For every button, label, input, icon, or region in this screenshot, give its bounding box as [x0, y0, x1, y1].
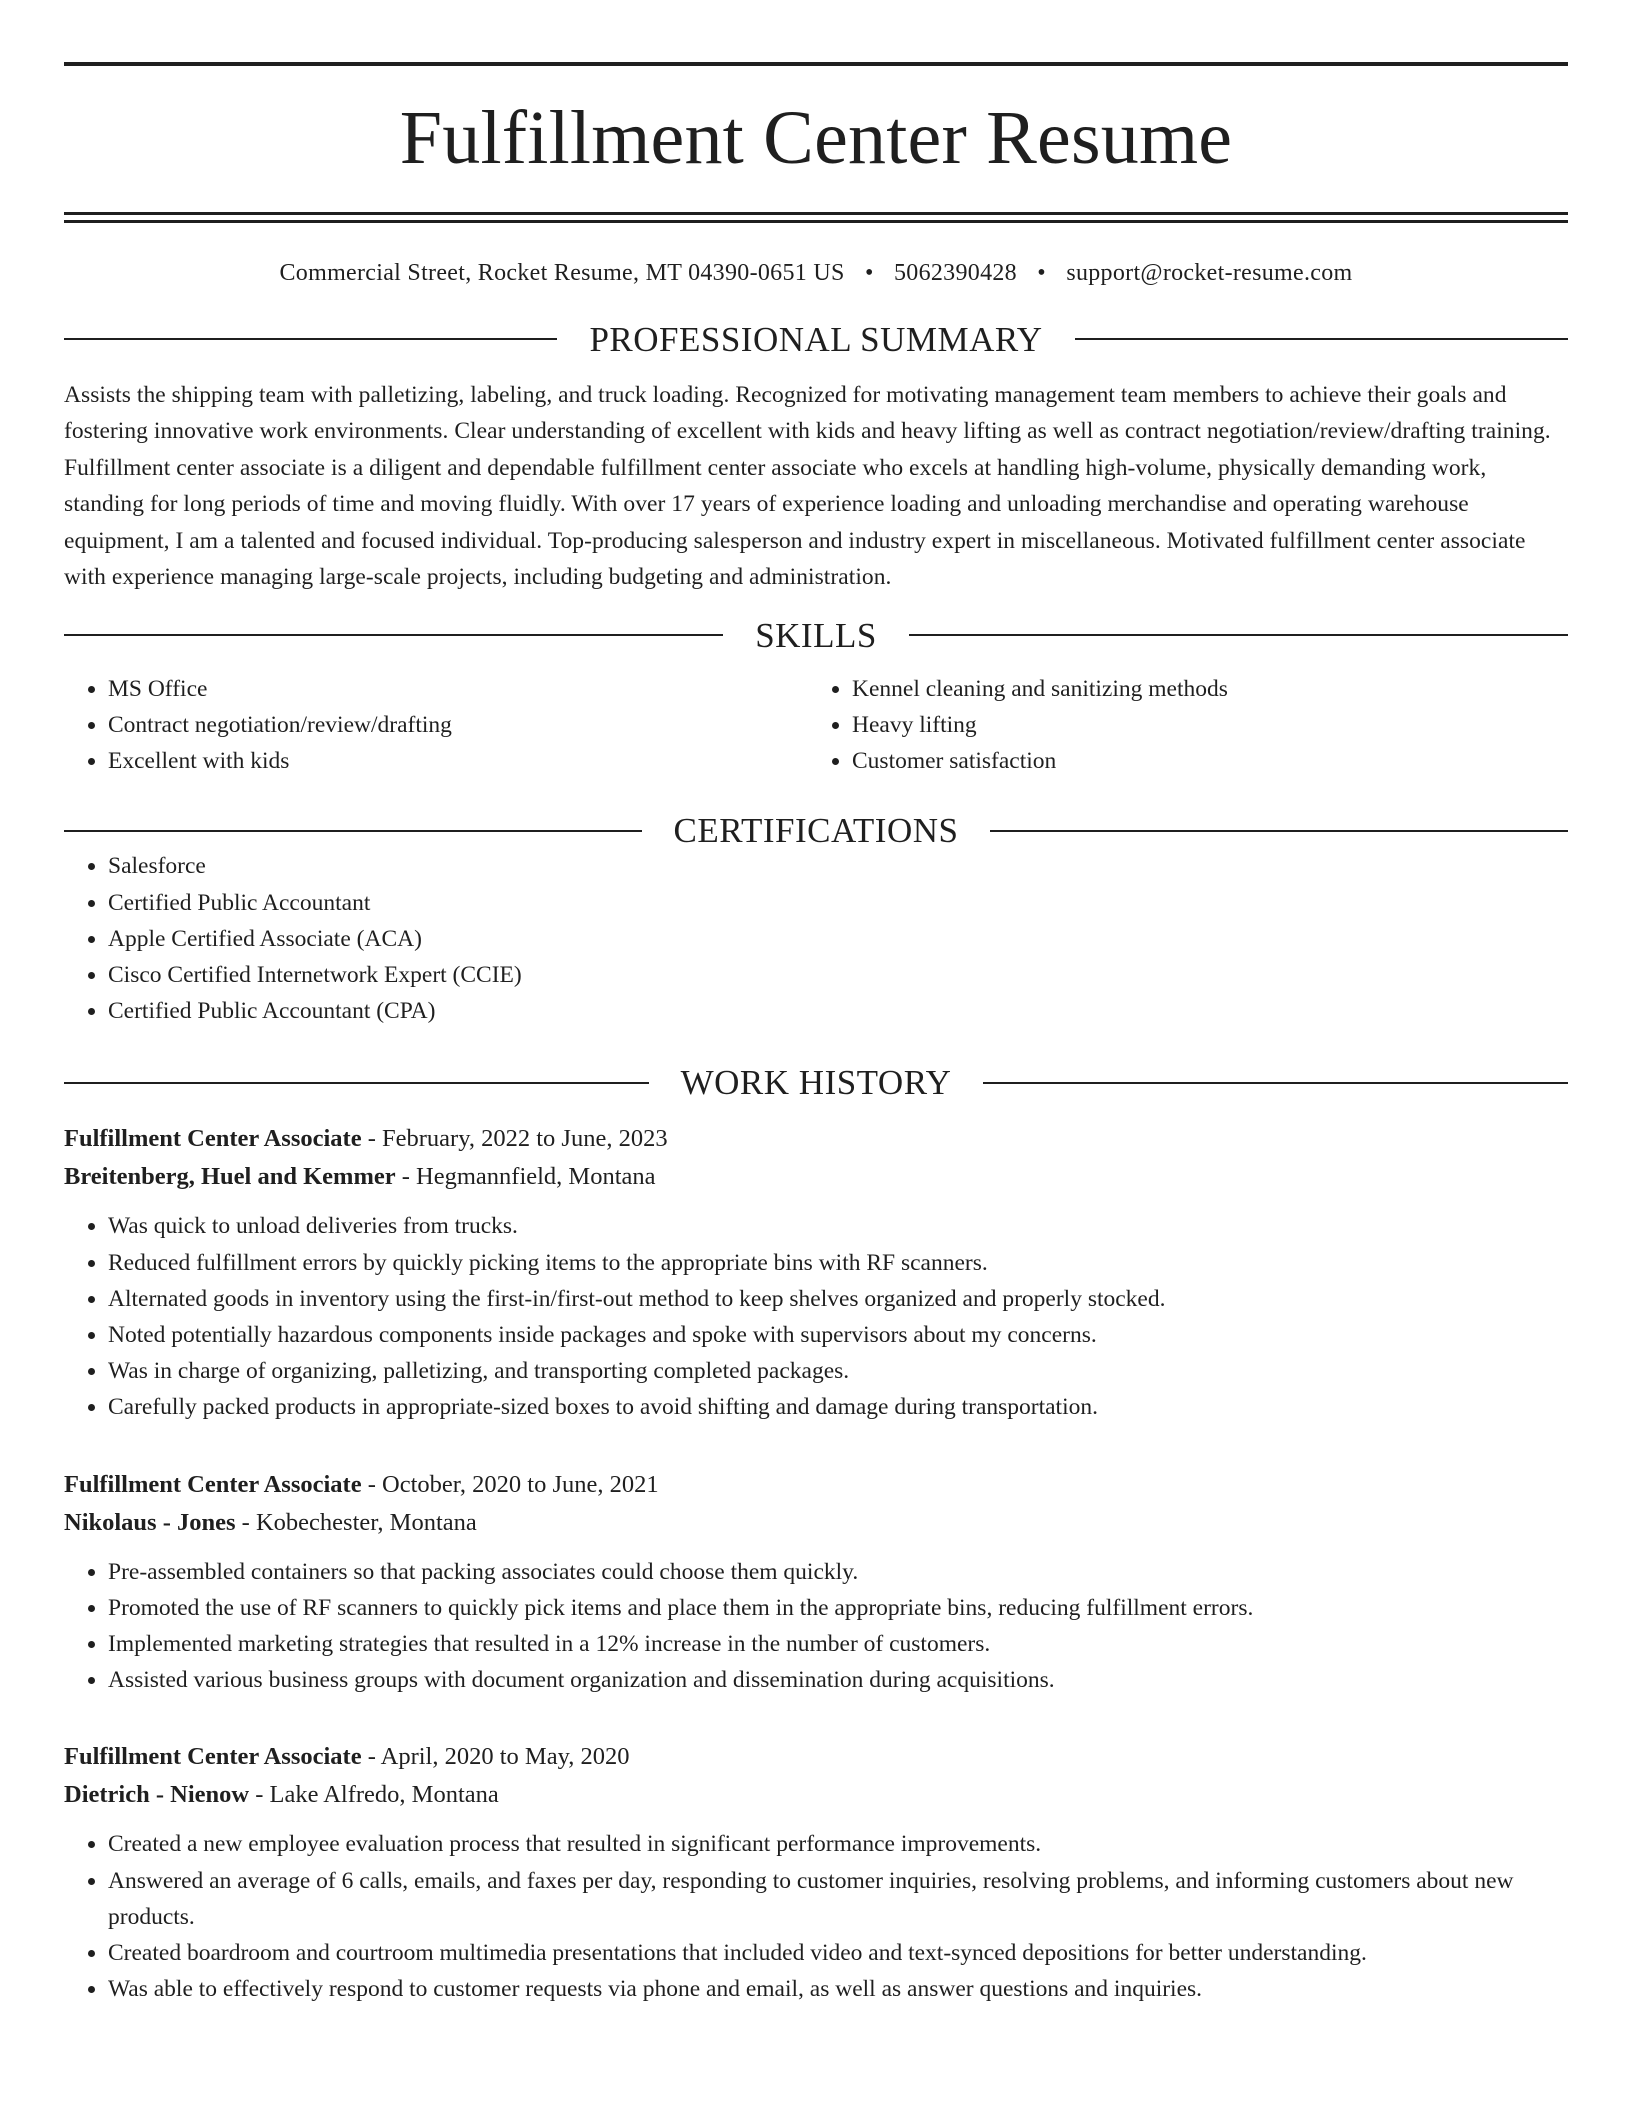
work-heading: WORK HISTORY — [680, 1063, 952, 1103]
job-dates: February, 2022 to June, 2023 — [382, 1125, 668, 1153]
job-duty: • Promoted the use of RF scanners to quickly pick items and place them in the appropriate bins, reducing fulfillment errors. — [108, 1590, 1568, 1626]
job-duty: • Implemented marketing strategies that resulted in a 12% increase in the number of customers. — [108, 1626, 1568, 1662]
job-title-line: Fulfillment Center Associate - October, 2020 to June, 2021 — [64, 1470, 659, 1498]
skills-columns — [64, 671, 1568, 780]
job-title: Fulfillment Center Associate — [64, 1743, 362, 1771]
resume-title: Fulfillment Center Resume — [399, 96, 1233, 180]
summary-text: Assists the shipping team with palletizing, labeling, and truck loading. Recognized for motivating management team members to achieve their goals and fostering innovative work environments. Clear understanding of excellent with kids and heavy lifting as well as contract negotiation/review/drafting training. Fulfillment center associate is a diligent and dependable fulfillment center associate who excels at handling high-volume, physically demanding work, standing for long periods of time and moving fluidly. With over 17 years of experience loading and unloading merchandise and operating warehouse equipment, I am a talented and focused individual. Top-producing salesperson and industry expert in miscellaneous. Motivated fulfillment center associate with experience managing large-scale projects, including budgeting and administration. — [64, 381, 1551, 591]
heading-rule — [64, 338, 557, 340]
certifications-list — [64, 848, 1568, 1029]
contact-email: support@rocket-resume.com — [1066, 260, 1353, 286]
skills-left-list — [64, 671, 808, 780]
job-duties-list — [64, 1826, 1568, 2007]
skill-item: • Heavy lifting — [852, 707, 1552, 743]
heading-rule — [64, 634, 723, 636]
title-double-rule — [64, 212, 1568, 223]
job-duty: • Alternated goods in inventory using the first-in/first-out method to keep shelves organized and properly stocked. — [108, 1281, 1568, 1317]
job-company: Breitenberg, Huel and Kemmer — [64, 1163, 396, 1191]
job-title: Fulfillment Center Associate — [64, 1125, 362, 1153]
job-duty: • Noted potentially hazardous components inside packages and spoke with supervisors about my concerns. — [108, 1317, 1568, 1353]
skills-right-list — [808, 671, 1552, 780]
job-entry — [64, 1466, 1568, 1699]
skill-item: • Kennel cleaning and sanitizing methods — [852, 671, 1552, 707]
job-company: Nikolaus - Jones — [64, 1508, 236, 1536]
job-location: Lake Alfredo, Montana — [269, 1781, 499, 1809]
job-duty: • Was in charge of organizing, palletizing, and transporting completed packages. — [108, 1353, 1568, 1389]
certification-item: • Cisco Certified Internetwork Expert (CCIE) — [108, 957, 1568, 993]
contact-phone: 5062390428 — [893, 260, 1017, 286]
job-duty: • Pre-assembled containers so that packing associates could choose them quickly. — [108, 1554, 1568, 1590]
heading-rule — [990, 830, 1568, 832]
certification-item: • Apple Certified Associate (ACA) — [108, 921, 1568, 957]
job-title-line: Fulfillment Center Associate - February, 2022 to June, 2023 — [64, 1125, 668, 1153]
job-company-line: Breitenberg, Huel and Kemmer - Hegmannfield, Montana — [64, 1163, 656, 1191]
job-title-line: Fulfillment Center Associate - April, 2020 to May, 2020 — [64, 1743, 630, 1771]
skills-right-column — [808, 671, 1552, 780]
job-location: Kobechester, Montana — [255, 1508, 477, 1536]
skill-item: • Customer satisfaction — [852, 743, 1552, 779]
job-dates: April, 2020 to May, 2020 — [380, 1743, 630, 1771]
heading-rule — [909, 634, 1568, 636]
job-duties-list — [64, 1208, 1568, 1425]
skills-left-column — [64, 671, 808, 780]
skills-heading-row — [64, 615, 1568, 655]
heading-rule — [1075, 338, 1568, 340]
job-duty: • Answered an average of 6 calls, emails, and faxes per day, responding to customer inquiries, resolving problems, and informing customers about new products. — [108, 1863, 1568, 1935]
certification-item: • Certified Public Accountant — [108, 885, 1568, 921]
job-company-line: Dietrich - Nienow - Lake Alfredo, Montana — [64, 1781, 499, 1809]
contact-line — [64, 259, 1568, 288]
certification-item: • Certified Public Accountant (CPA) — [108, 993, 1568, 1029]
job-duty: • Reduced fulfillment errors by quickly picking items to the appropriate bins with RF scanners. — [108, 1245, 1568, 1281]
contact-address: Commercial Street, Rocket Resume, MT 04390-0651 US — [279, 260, 845, 286]
certification-item: • Salesforce — [108, 848, 1568, 884]
job-duty: • Assisted various business groups with document organization and dissemination during acquisitions. — [108, 1662, 1568, 1698]
job-location: Hegmannfield, Montana — [416, 1163, 656, 1191]
heading-rule — [983, 1082, 1568, 1084]
job-entry — [64, 1738, 1568, 2007]
job-company: Dietrich - Nienow — [64, 1781, 250, 1809]
work-heading-row — [64, 1063, 1568, 1103]
certifications-heading: CERTIFICATIONS — [673, 811, 959, 851]
certifications-heading-row — [64, 811, 1568, 851]
top-rule — [64, 62, 1568, 66]
job-duties-list — [64, 1554, 1568, 1699]
heading-rule — [64, 1082, 649, 1084]
job-title: Fulfillment Center Associate — [64, 1470, 362, 1498]
job-entry — [64, 1120, 1568, 1425]
contact-separator: • — [1037, 260, 1046, 286]
job-duty: • Carefully packed products in appropriate-sized boxes to avoid shifting and damage during transportation. — [108, 1389, 1568, 1425]
job-company-line: Nikolaus - Jones - Kobechester, Montana — [64, 1508, 477, 1536]
summary-heading: PROFESSIONAL SUMMARY — [589, 319, 1043, 359]
skills-heading: SKILLS — [755, 615, 877, 655]
heading-rule — [64, 830, 642, 832]
job-duty: • Created a new employee evaluation process that resulted in significant performance improvements. — [108, 1826, 1568, 1862]
skill-item: • Excellent with kids — [108, 743, 808, 779]
skill-item: • MS Office — [108, 671, 808, 707]
job-dates: October, 2020 to June, 2021 — [382, 1470, 659, 1498]
job-duty: • Was quick to unload deliveries from trucks. — [108, 1208, 1568, 1244]
contact-separator: • — [864, 260, 874, 286]
job-duty: • Created boardroom and courtroom multimedia presentations that included video and text-synced depositions for better understanding. — [108, 1935, 1568, 1971]
summary-heading-row — [64, 319, 1568, 359]
skill-item: • Contract negotiation/review/drafting — [108, 707, 808, 743]
job-duty: • Was able to effectively respond to customer requests via phone and email, as well as answer questions and inquiries. — [108, 1971, 1568, 2007]
